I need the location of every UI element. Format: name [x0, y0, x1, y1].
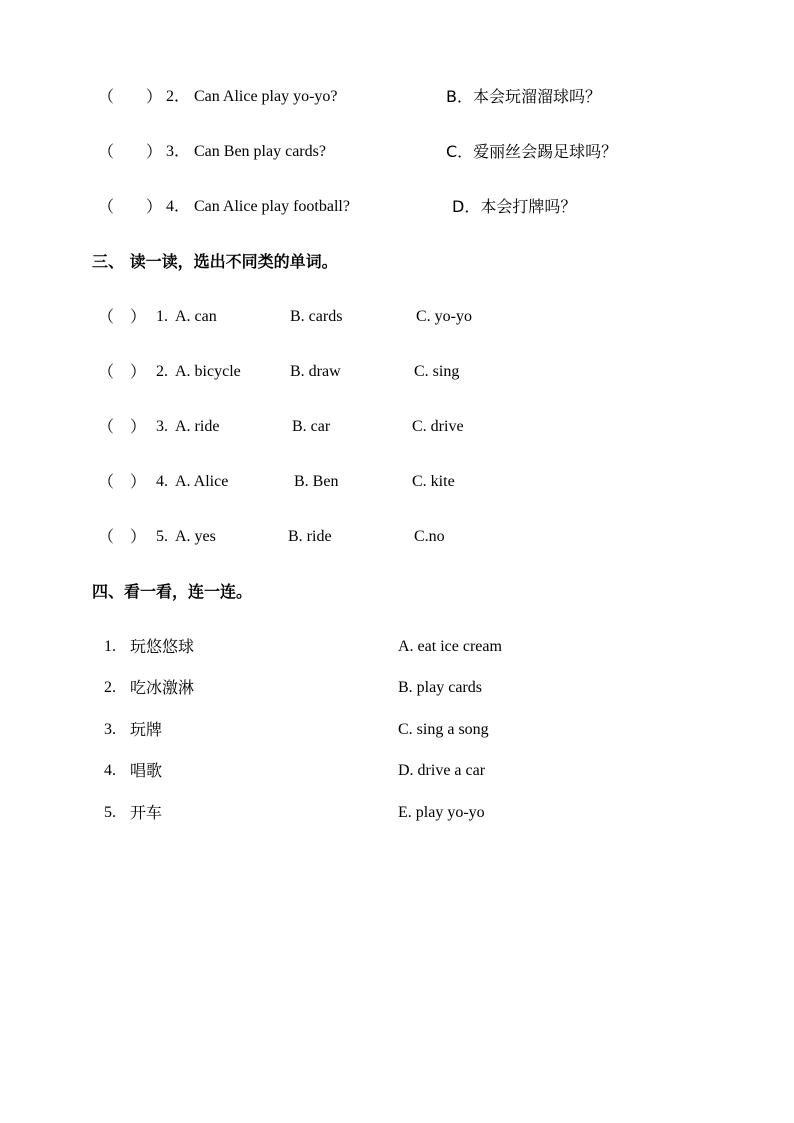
- option-c: C. kite: [412, 473, 455, 490]
- section4-title: 四、看一看，连一连。: [92, 582, 253, 601]
- option-a: A. yes: [175, 528, 216, 545]
- question-number: 3．: [166, 143, 191, 160]
- option-a: A. bicycle: [175, 363, 241, 380]
- option-a: A. ride: [175, 418, 220, 435]
- option-b: B. cards: [290, 308, 343, 325]
- match-number: 2.: [104, 679, 116, 696]
- match-left-item: 玩悠悠球: [130, 637, 195, 656]
- answer-blank[interactable]: （ ）: [98, 417, 147, 436]
- question-number: 4.: [156, 473, 168, 490]
- match-right-item: D. drive a car: [398, 762, 486, 779]
- question-number: 3.: [156, 418, 168, 435]
- question-number: 2.: [156, 363, 168, 380]
- match-right-item: E. play yo-yo: [398, 804, 485, 821]
- option-c: C. yo-yo: [416, 308, 472, 325]
- question-text: Can Ben play cards?: [194, 143, 326, 160]
- match-right-item: C. sing a song: [398, 721, 489, 738]
- question-number: 1.: [156, 308, 168, 325]
- answer-blank[interactable]: （ ）: [98, 197, 163, 216]
- option-a: A. Alice: [175, 473, 229, 490]
- question-text: Can Alice play yo-yo?: [194, 88, 338, 105]
- match-left-item: 吃冰激淋: [130, 678, 195, 697]
- option-text: C．爱丽丝会踢足球吗？: [446, 142, 618, 161]
- match-right-item: A. eat ice cream: [398, 638, 502, 655]
- match-left-item: 唱歌: [130, 761, 163, 780]
- option-b: B. car: [292, 418, 331, 435]
- question-text: Can Alice play football?: [194, 198, 350, 215]
- match-number: 4.: [104, 762, 116, 779]
- match-number: 1.: [104, 638, 116, 655]
- match-right-item: B. play cards: [398, 679, 482, 696]
- option-c: C. drive: [412, 418, 464, 435]
- answer-blank[interactable]: （ ）: [98, 527, 147, 546]
- option-b: B. draw: [290, 363, 341, 380]
- answer-blank[interactable]: （ ）: [98, 362, 147, 381]
- option-c: C. sing: [414, 363, 460, 380]
- match-left-item: 玩牌: [130, 720, 163, 739]
- option-c: C.no: [414, 528, 445, 545]
- answer-blank[interactable]: （ ）: [98, 142, 163, 161]
- answer-blank[interactable]: （ ）: [98, 472, 147, 491]
- option-b: B. Ben: [294, 473, 339, 490]
- answer-blank[interactable]: （ ）: [98, 87, 163, 106]
- match-left-item: 开车: [130, 803, 163, 822]
- match-number: 3.: [104, 721, 116, 738]
- match-number: 5.: [104, 804, 116, 821]
- question-number: 4．: [166, 198, 191, 215]
- question-number: 2．: [166, 88, 191, 105]
- question-number: 5.: [156, 528, 168, 545]
- section3-title: 三、 读一读，选出不同类的单词。: [92, 252, 338, 271]
- option-b: B. ride: [288, 528, 332, 545]
- option-text: D．本会打牌吗？: [452, 197, 577, 216]
- answer-blank[interactable]: （ ）: [98, 307, 147, 326]
- option-text: B．本会玩溜溜球吗？: [446, 87, 601, 106]
- option-a: A. can: [175, 308, 217, 325]
